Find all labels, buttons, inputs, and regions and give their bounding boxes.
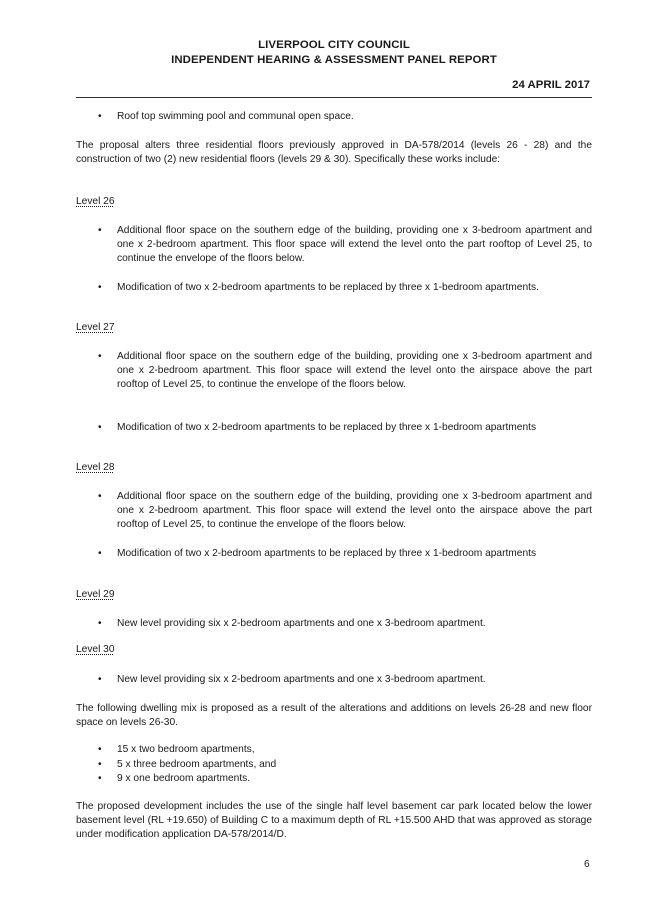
header-report-title: INDEPENDENT HEARING & ASSESSMENT PANEL REPORT <box>171 54 497 66</box>
list-item: Roof top swimming pool and communal open space. <box>117 111 354 122</box>
bullet-icon: • <box>98 548 102 559</box>
closing-paragraph: The proposed development includes the use of the single half level basement car park located below the lower basement level (RL +19.650) of Building C to a maximum depth of RL +15.500 AHD that was approved as storage under modification application DA-578/2014/D. <box>76 801 592 841</box>
list-item: Additional floor space on the southern edge of the building, providing one x 3-bedroom apartment and one x 2-bedroom apartment. This floor space will extend the level onto the airspace above the part rooftop of Level 25, to continue the envelope of the floors below. <box>117 351 592 391</box>
list-item: Modification of two x 2-bedroom apartments to be replaced by three x 1-bedroom apartments <box>117 422 537 433</box>
bullet-icon: • <box>98 618 102 629</box>
mix-paragraph: The following dwelling mix is proposed as a result of the alterations and additions on levels 26-28 and new floor space on levels 26-30. <box>76 703 592 729</box>
list-item: New level providing six x 2-bedroom apartments and one x 3-bedroom apartment. <box>117 674 486 685</box>
list-item: Modification of two x 2-bedroom apartments to be replaced by three x 1-bedroom apartments <box>117 548 537 559</box>
intro-paragraph: The proposal alters three residential floors previously approved in DA-578/2014 (levels 26 - 28) and the construction of two (2) new residential floors (levels 29 & 30). Specifically these works include: <box>76 140 592 166</box>
level-heading: Level 30 <box>76 644 115 655</box>
level-heading: Level 28 <box>76 462 115 473</box>
bullet-icon: • <box>98 422 102 433</box>
level-heading: Level 26 <box>76 196 115 207</box>
bullet-icon: • <box>98 351 102 362</box>
header-council-name: LIVERPOOL CITY COUNCIL <box>258 39 410 51</box>
list-item: Additional floor space on the southern edge of the building, providing one x 3-bedroom apartment and one x 2-bedroom apartment. This floor space will extend the level onto the part rooftop of Level 25, to continue the envelope of the floors below. <box>117 225 592 265</box>
bullet-icon: • <box>98 773 102 784</box>
bullet-icon: • <box>98 111 102 122</box>
header-divider <box>76 97 592 98</box>
level-heading: Level 27 <box>76 322 115 333</box>
list-item: 9 x one bedroom apartments. <box>117 773 251 784</box>
bullet-icon: • <box>98 674 102 685</box>
list-item: Additional floor space on the southern edge of the building, providing one x 3-bedroom apartment and one x 2-bedroom apartment. This floor space will extend the level onto the airspace above the part rooftop of Level 25, to continue the envelope of the floors below. <box>117 491 592 531</box>
bullet-icon: • <box>98 759 102 770</box>
list-item: New level providing six x 2-bedroom apartments and one x 3-bedroom apartment. <box>117 618 486 629</box>
bullet-icon: • <box>98 282 102 293</box>
bullet-icon: • <box>98 744 102 755</box>
list-item: 15 x two bedroom apartments, <box>117 744 255 755</box>
bullet-icon: • <box>98 225 102 236</box>
header-date: 24 APRIL 2017 <box>512 79 590 91</box>
level-heading: Level 29 <box>76 589 115 600</box>
page-number: 6 <box>584 859 590 870</box>
list-item: 5 x three bedroom apartments, and <box>117 759 277 770</box>
list-item: Modification of two x 2-bedroom apartments to be replaced by three x 1-bedroom apartments. <box>117 282 539 293</box>
bullet-icon: • <box>98 491 102 502</box>
